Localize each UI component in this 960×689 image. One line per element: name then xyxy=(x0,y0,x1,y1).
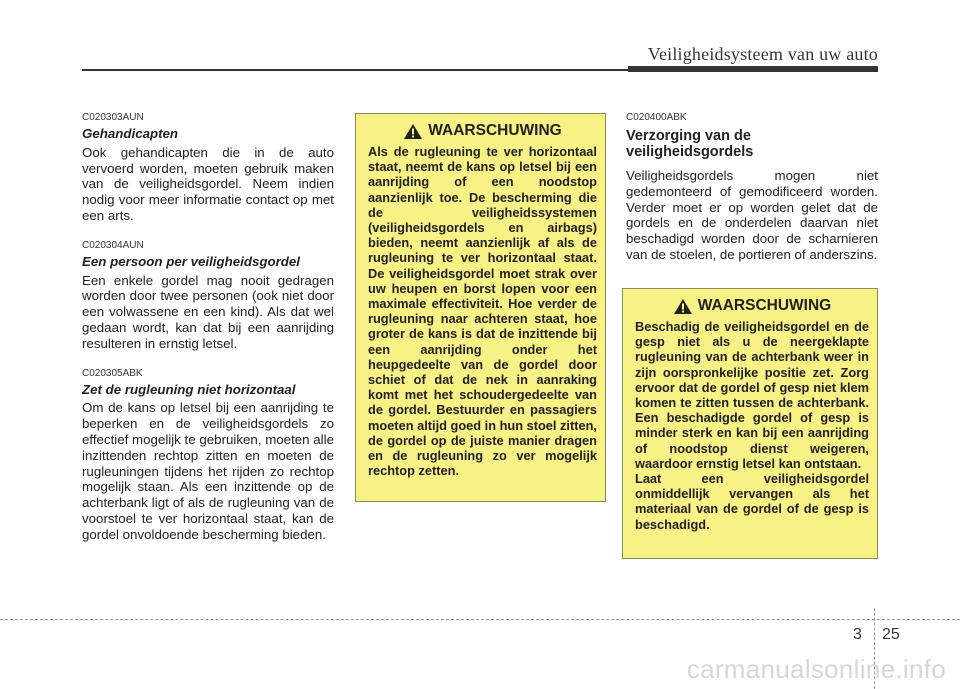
left-column xyxy=(82,112,334,543)
warning-triangle-icon xyxy=(673,298,693,315)
warning-title: WAARSCHUWING xyxy=(697,297,832,314)
section-subheading: Een persoon per veiligheidsgordel xyxy=(82,253,300,269)
warning-box-gordel xyxy=(622,288,878,559)
section-een-persoon xyxy=(82,240,334,352)
warning-header xyxy=(368,122,597,140)
section-text: Veiligheidsgordels mogen niet gedemonteerd of gemodificeerd worden. Verder moet er op worden gelet dat de gordels en de onderdelen daarvan niet beschadigd worden door de scharnieren van de stoelen, de portieren of anderszins. xyxy=(626,168,878,262)
section-text: Ook gehandicapten die in de auto vervoerd worden, moeten gebruik maken van de veiligheidsgordel. Neem indien nodig voor meer informatie contact op met een arts. xyxy=(82,144,334,223)
warning-text: Beschadig de veiligheidsgordel en de gesp niet als u de neergeklapte rugleuning van de achterbank weer in zijn oorspronkelijke positie zet. Zorg ervoor dat de gordel of gesp niet klem komen te zitten tussen de achterbank. Een beschadigde gordel of gesp is minder sterk en kan bij een aanrijding of noodstop dienst weigeren, waardoor ernstig letsel kan ontstaan. xyxy=(635,319,869,471)
page-number: 25 xyxy=(882,626,900,643)
warning-triangle-icon xyxy=(403,123,423,140)
chapter-number: 3 xyxy=(853,626,862,643)
warning-title: WAARSCHUWING xyxy=(428,122,562,139)
section-title: Verzorging van de veiligheidsgordels xyxy=(626,128,754,160)
section-code: C020400ABK xyxy=(626,112,687,123)
section-subheading: Gehandicapten xyxy=(82,126,179,141)
section-text: Een enkele gordel mag nooit gedragen worden door twee personen (ook niet door een volwassene en een kind). Als dat wel gedaan wordt, kan dat bij een aanrijding resulteren in ernstig letsel. xyxy=(82,272,334,351)
section-subheading: Zet de rugleuning niet horizontaal xyxy=(82,381,296,397)
section-rugleuning xyxy=(82,368,334,543)
section-text: Om de kans op letsel bij een aanrijding te beperken en de veiligheidsgordels zo effectief mogelijk te gebruiken, moeten alle inzittenden rechtop zitten en moeten de rugleuningen tijdens het rijden zo rechtop mogelijk staan. Als een inzittende op de achterbank ligt of als de rugleuning van de voorstoel te ver horizontaal staat, kan de gordel onvoldoende bescherming bieden. xyxy=(82,400,334,542)
watermark: carmanualsonline.info xyxy=(686,654,946,684)
section-code: C020305ABK xyxy=(82,367,143,379)
header-rule-accent xyxy=(628,66,878,72)
header-title: Veiligheidsysteem van uw auto xyxy=(647,44,878,64)
footer-dashed-rule xyxy=(0,619,960,620)
right-column xyxy=(626,112,878,263)
section-gehandicapten xyxy=(82,112,334,224)
warning-box-rugleuning xyxy=(355,113,606,502)
warning-text: Laat een veiligheidsgordel onmiddellijk vervangen als het materiaal van de gordel of de gesp is beschadigd. xyxy=(635,471,869,532)
warning-header xyxy=(635,297,869,315)
section-code: C020303AUN xyxy=(82,112,144,123)
warning-text: Als de rugleuning te ver horizontaal staat, neemt de kans op letsel bij een aanrijding of een noodstop aanzienlijk toe. De bescherming die de veiligheidssystemen (veiligheidsgordels en airbags) bieden, neemt aanzienlijk af als de rugleuning te ver horizontaal staat. De veiligheidsgordel moet strak over uw heupen en borst lopen voor een maximale effectiviteit. Hoe verder de rugleuning naar achteren staat, hoe groter de kans is dat de inzittende bij een aanrijding onder het heupgedeelte van de gordel door schiet of dat de nek in aanraking komt met het schoudergedeelte van de gordel. Bestuurder en passagiers moeten altijd goed in hun stoel zitten, de gordel op de juiste manier dragen en de rugleuning zo ver mogelijk rechtop zetten. xyxy=(368,144,597,479)
section-code: C020304AUN xyxy=(82,239,144,251)
